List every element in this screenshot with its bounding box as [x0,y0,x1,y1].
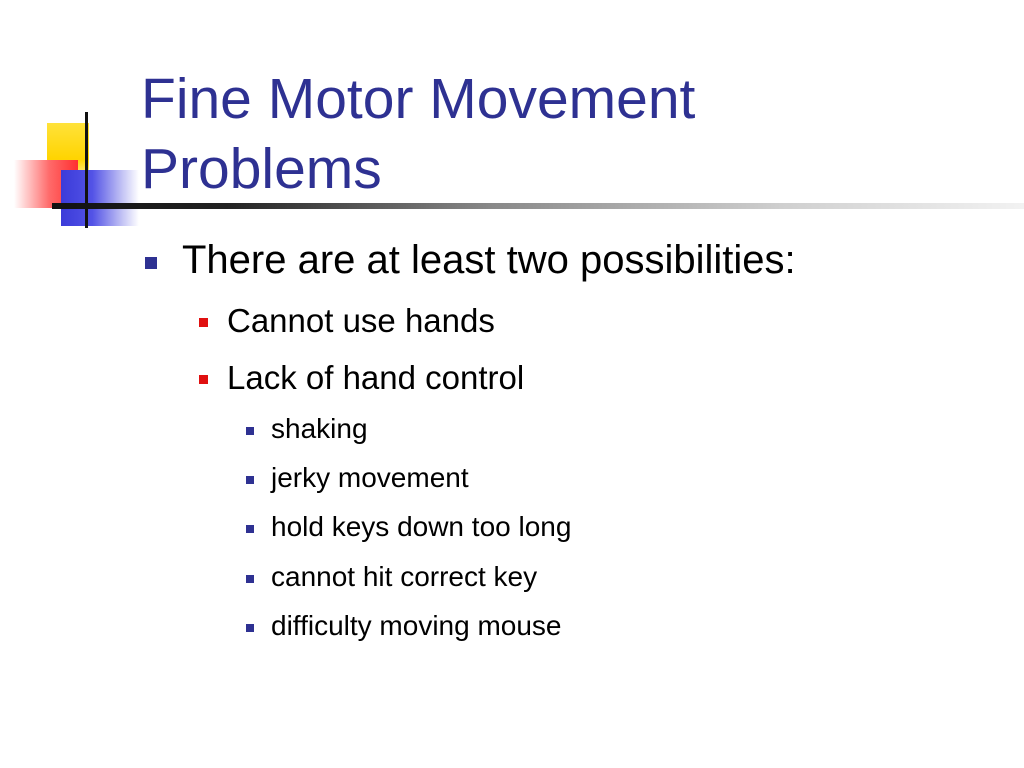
bullet-marker-icon [246,624,254,632]
decorative-vertical-line [85,112,88,228]
sub-sub-bullet-item [271,610,562,642]
bullet-marker-icon [246,476,254,484]
sub-bullet-item [227,302,495,340]
decorative-blue-square [61,170,139,226]
bullet-text: jerky movement [271,462,469,493]
bullet-text: hold keys down too long [271,511,572,542]
sub-sub-bullet-item [271,462,469,494]
bullet-marker-icon [246,575,254,583]
bullet-text: shaking [271,413,368,444]
sub-sub-bullet-item [271,511,571,543]
bullet-text: Cannot use hands [227,302,495,339]
bullet-text: cannot hit correct key [271,561,538,592]
bullet-marker-icon [145,257,157,269]
sub-sub-bullet-item [271,413,368,445]
slide-title [141,64,1001,204]
bullet-text: difficulty moving mouse [271,610,562,641]
bullet-marker-icon [199,375,208,384]
bullet-marker-icon [246,427,254,435]
bullet-marker-icon [199,318,208,327]
sub-sub-bullet-item [271,561,537,593]
bullet-marker-icon [246,525,254,533]
bullet-text: There are at least two possibilities: [182,238,796,282]
slide-title-line-1: Fine Motor Movement [141,67,696,131]
slide-title-line-2: Problems [141,137,382,201]
sub-bullet-item [227,359,524,397]
bullet-item [182,238,796,283]
bullet-text: Lack of hand control [227,359,525,396]
